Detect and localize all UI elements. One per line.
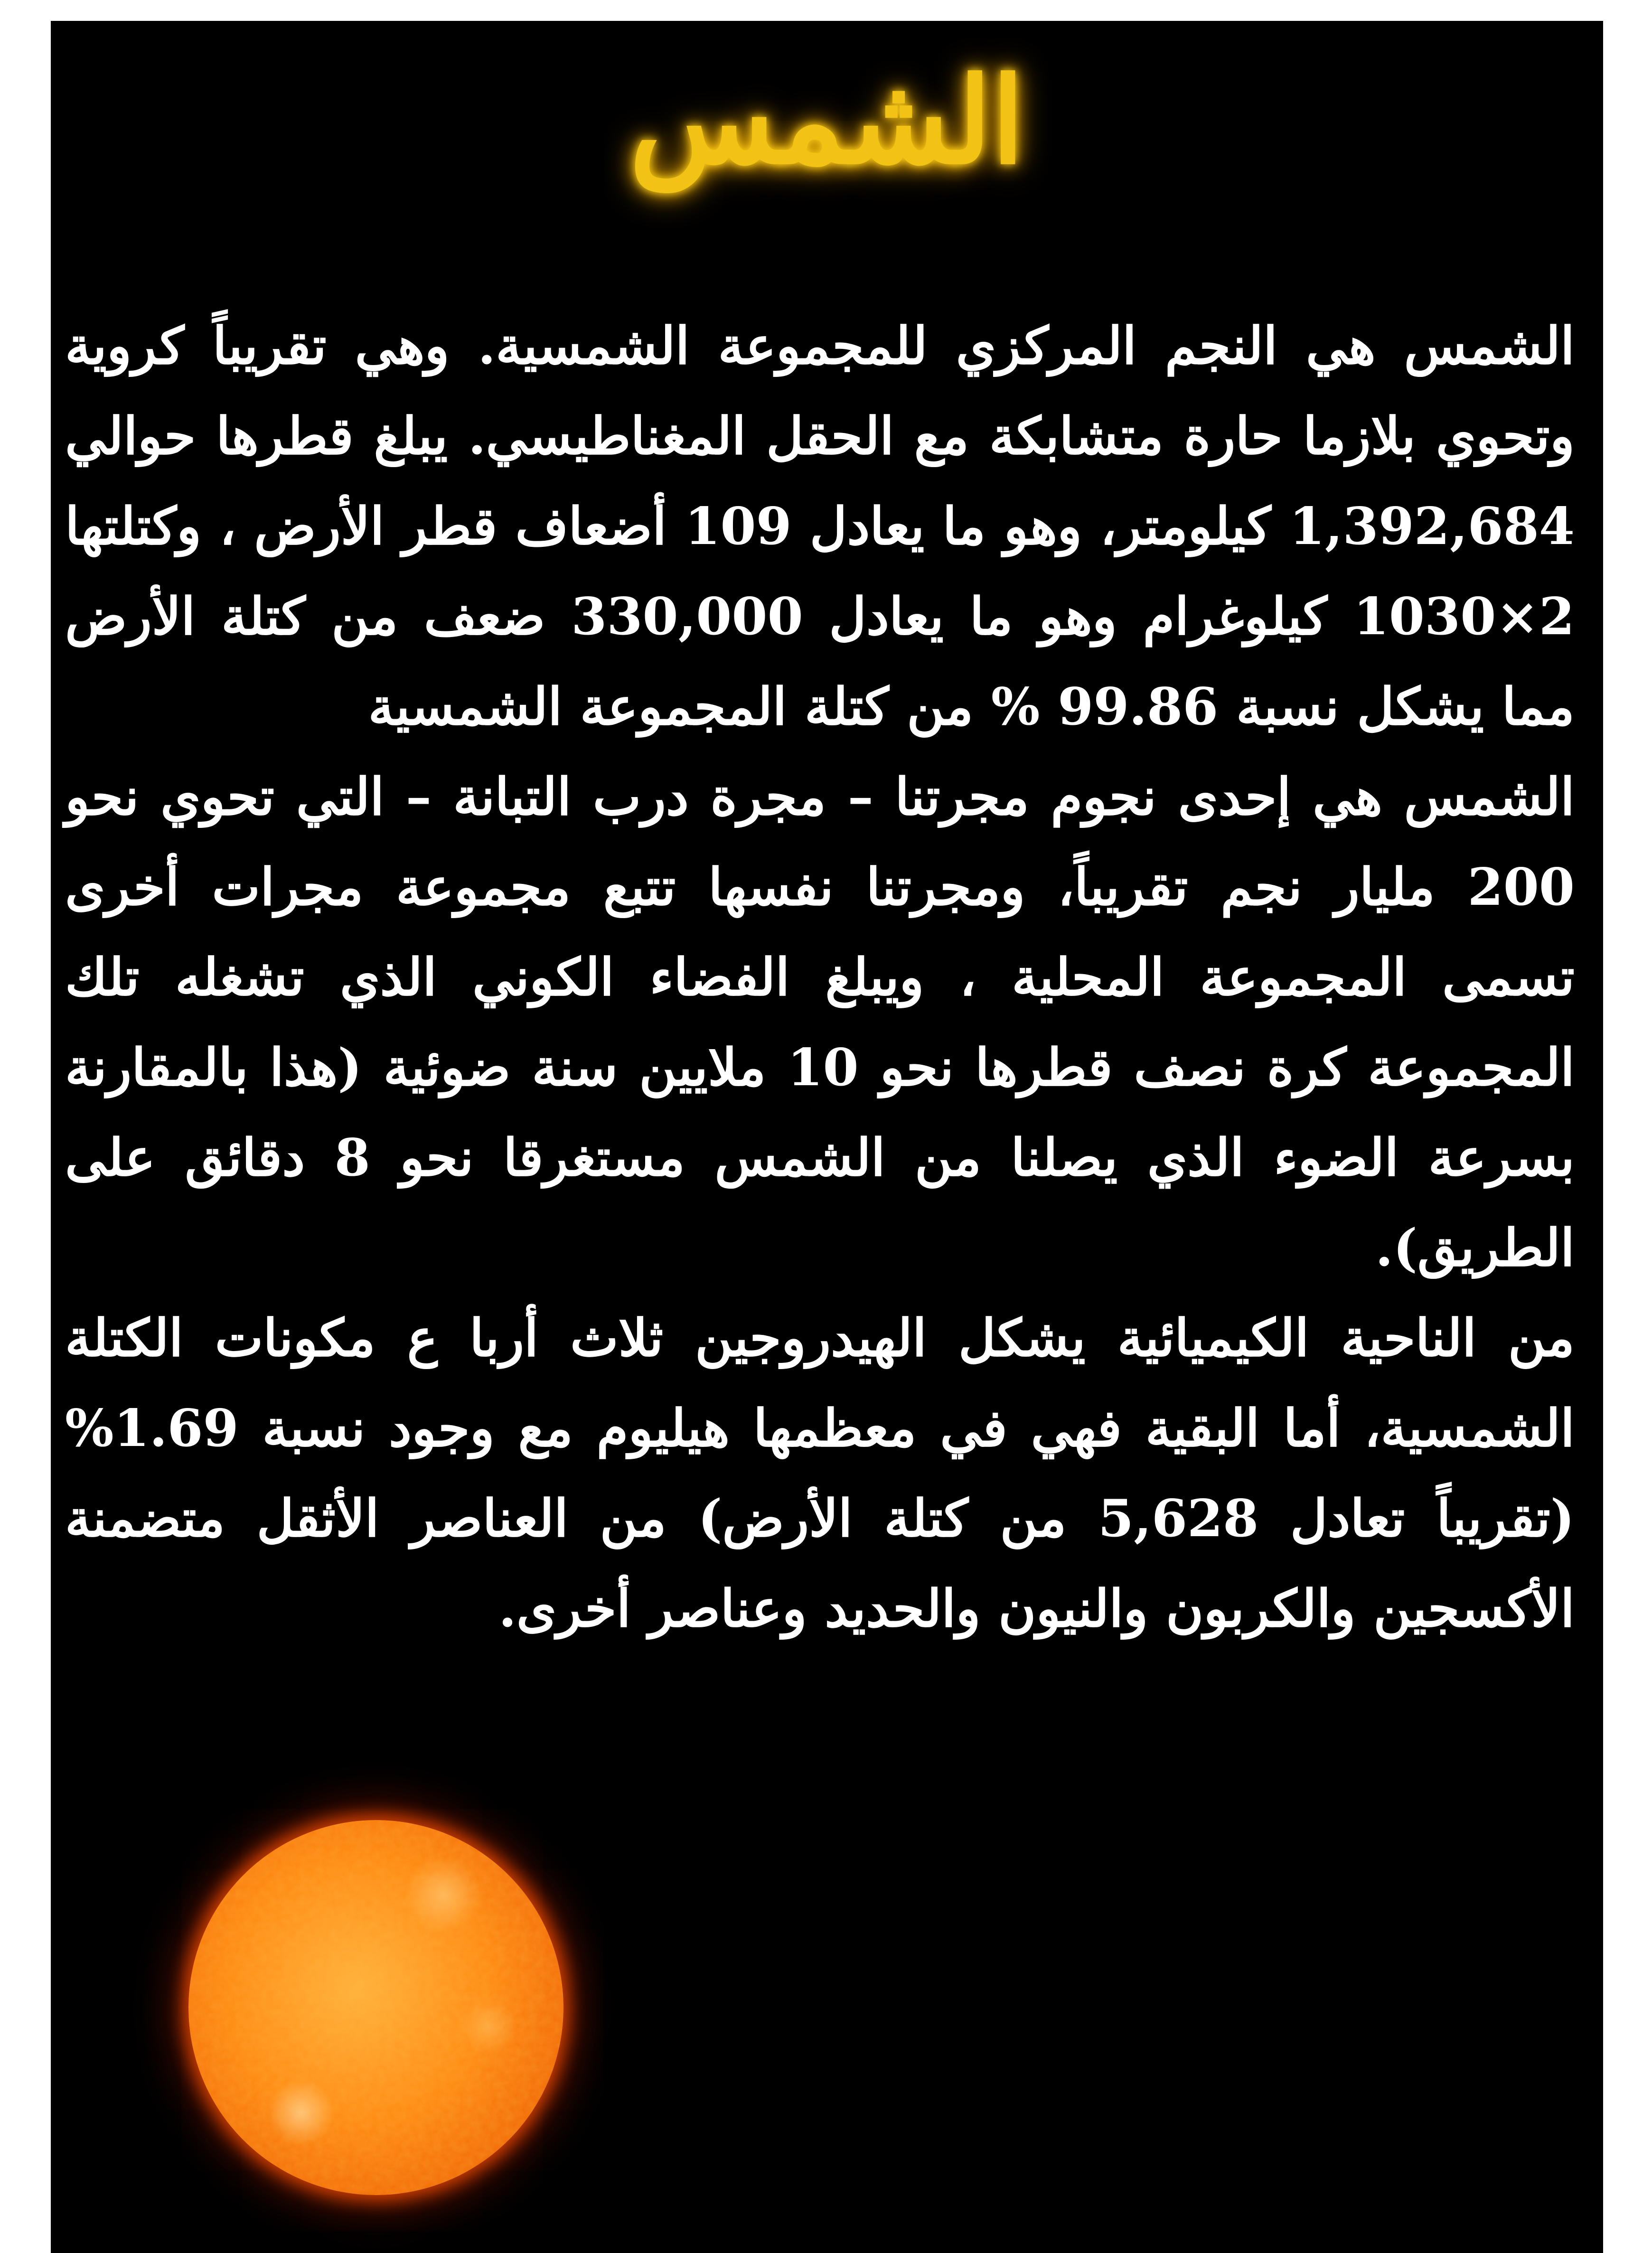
paragraph-1: الشمس هي النجم المركزي للمجموعة الشمسية. وهي تقريباً كروية وتحوي بلازما حارة متشابكة مع الحقل المغناطيسي. يبلغ قطرها حوالي 1,392,684 كيلومتر، وهو ما يعادل 109 أضعاف قطر الأرض ، وكتلتها 2×1030 كيلوغرام وهو ما يعادل 330,000 ضعف من كتلة الأرض مما يشكل نسبة 99.86 % من كتلة المجموعة الشمسية [65, 316, 1575, 737]
article-body [65, 301, 1575, 1654]
paragraph-3: من الناحية الكيميائية يشكل الهيدروجين ثلاث أربا ع مكونات الكتلة الشمسية، أما البقية فهي في معظمها هيليوم مع وجود نسبة 1.69% (تقريباً تعادل 5,628 من كتلة الأرض) من العناصر الأثقل متضمنة الأكسجين والكربون والنيون والحديد وعناصر أخرى. [65, 1308, 1575, 1639]
sun-texture [188, 1820, 563, 2195]
paragraph-2: الشمس هي إحدى نجوم مجرتنا – مجرة درب التبانة – التي تحوي نحو 200 مليار نجم تقريباً، ومجرتنا نفسها تتبع مجموعة مجرات أخرى تسمى المجموعة المحلية ، ويبلغ الفضاء الكوني الذي تشغله تلك المجموعة كرة نصف قطرها نحو 10 ملايين سنة ضوئية (هذا بالمقارنة بسرعة الضوء الذي يصلنا من الشمس مستغرقا نحو 8 دقائق على الطريق). [65, 767, 1575, 1278]
page-title: الشمس [629, 51, 1024, 190]
document-panel [51, 21, 1603, 2253]
sun-image [169, 1801, 597, 2228]
